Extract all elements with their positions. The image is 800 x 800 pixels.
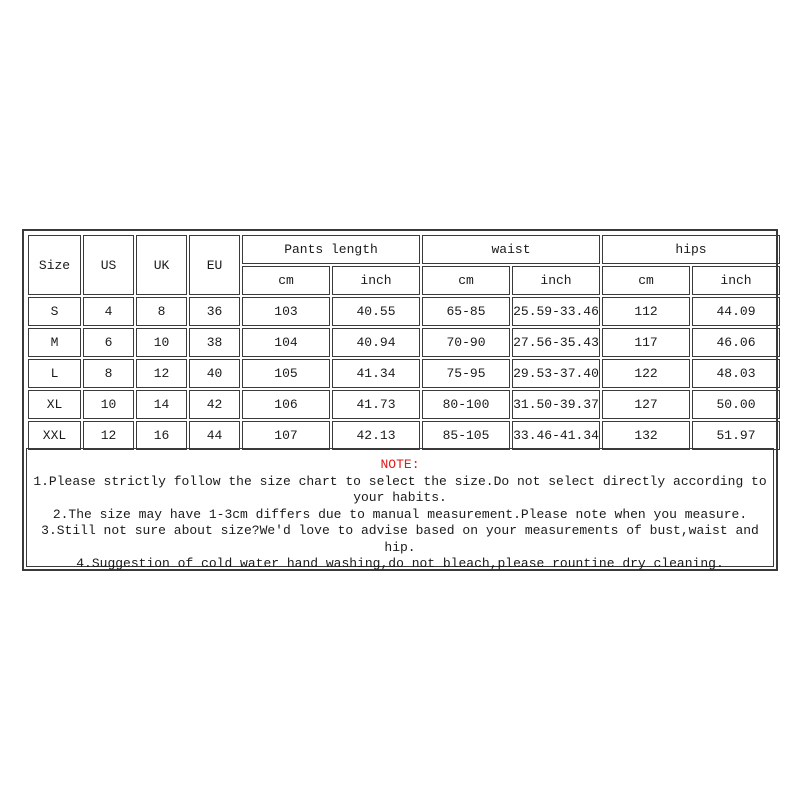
cell-waist-inch: 29.53-37.40 <box>512 359 600 388</box>
header-size: Size <box>28 235 81 295</box>
table-row <box>28 297 780 326</box>
cell-waist-cm: 75-95 <box>422 359 510 388</box>
cell-hips-cm: 112 <box>602 297 690 326</box>
cell-hips-inch: 48.03 <box>692 359 780 388</box>
size-chart <box>22 229 778 571</box>
cell-pants-cm: 106 <box>242 390 330 419</box>
note-line-4: 4.Suggestion of cold water hand washing,do not bleach,please rountine dry cleaning. <box>76 556 724 571</box>
header-eu: EU <box>189 235 240 295</box>
cell-waist-cm: 85-105 <box>422 421 510 450</box>
cell-pants-inch: 41.34 <box>332 359 420 388</box>
subheader-hips-cm: cm <box>602 266 690 295</box>
cell-pants-inch: 42.13 <box>332 421 420 450</box>
header-row <box>28 235 780 264</box>
cell-size: L <box>28 359 81 388</box>
cell-size: XXL <box>28 421 81 450</box>
cell-uk: 14 <box>136 390 187 419</box>
cell-pants-inch: 40.94 <box>332 328 420 357</box>
cell-hips-cm: 127 <box>602 390 690 419</box>
cell-eu: 36 <box>189 297 240 326</box>
cell-pants-inch: 40.55 <box>332 297 420 326</box>
cell-pants-cm: 104 <box>242 328 330 357</box>
cell-eu: 42 <box>189 390 240 419</box>
cell-size: S <box>28 297 81 326</box>
cell-pants-cm: 103 <box>242 297 330 326</box>
header-waist: waist <box>422 235 600 264</box>
cell-uk: 10 <box>136 328 187 357</box>
cell-hips-cm: 132 <box>602 421 690 450</box>
subheader-waist-cm: cm <box>422 266 510 295</box>
note-line-2: 2.The size may have 1-3cm differs due to manual measurement.Please note when you measure. <box>52 506 748 522</box>
table-row <box>28 390 780 419</box>
cell-eu: 40 <box>189 359 240 388</box>
notes-box <box>26 448 774 571</box>
cell-waist-inch: 27.56-35.43 <box>512 328 600 357</box>
subheader-pants-cm: cm <box>242 266 330 295</box>
cell-waist-inch: 25.59-33.46 <box>512 297 600 326</box>
size-table <box>26 233 782 452</box>
cell-hips-cm: 122 <box>602 359 690 388</box>
notes-title: NOTE: <box>380 457 420 472</box>
cell-hips-inch: 51.97 <box>692 421 780 450</box>
cell-hips-inch: 44.09 <box>692 297 780 326</box>
cell-waist-cm: 80-100 <box>422 390 510 419</box>
cell-pants-cm: 105 <box>242 359 330 388</box>
header-us: US <box>83 235 134 295</box>
cell-eu: 44 <box>189 421 240 450</box>
cell-us: 4 <box>83 297 134 326</box>
note-line-3: 3.Still not sure about size?We'd love to advise based on your measurements of bust,waist and hip. <box>41 523 759 555</box>
cell-us: 10 <box>83 390 134 419</box>
cell-size: XL <box>28 390 81 419</box>
subheader-pants-inch: inch <box>332 266 420 295</box>
subheader-hips-inch: inch <box>692 266 780 295</box>
cell-us: 6 <box>83 328 134 357</box>
cell-uk: 16 <box>136 421 187 450</box>
table-row <box>28 328 780 357</box>
cell-waist-inch: 31.50-39.37 <box>512 390 600 419</box>
cell-eu: 38 <box>189 328 240 357</box>
cell-us: 8 <box>83 359 134 388</box>
cell-size: M <box>28 328 81 357</box>
note-line-1: 1.Please strictly follow the size chart to select the size.Do not select directly according to your habits. <box>33 473 767 505</box>
cell-waist-inch: 33.46-41.34 <box>512 421 600 450</box>
cell-hips-inch: 50.00 <box>692 390 780 419</box>
cell-us: 12 <box>83 421 134 450</box>
cell-pants-cm: 107 <box>242 421 330 450</box>
cell-uk: 12 <box>136 359 187 388</box>
cell-pants-inch: 41.73 <box>332 390 420 419</box>
table-row <box>28 359 780 388</box>
header-pants-length: Pants length <box>242 235 420 264</box>
cell-uk: 8 <box>136 297 187 326</box>
cell-hips-inch: 46.06 <box>692 328 780 357</box>
table-row <box>28 421 780 450</box>
cell-waist-cm: 70-90 <box>422 328 510 357</box>
header-uk: UK <box>136 235 187 295</box>
cell-hips-cm: 117 <box>602 328 690 357</box>
header-hips: hips <box>602 235 780 264</box>
cell-waist-cm: 65-85 <box>422 297 510 326</box>
subheader-waist-inch: inch <box>512 266 600 295</box>
